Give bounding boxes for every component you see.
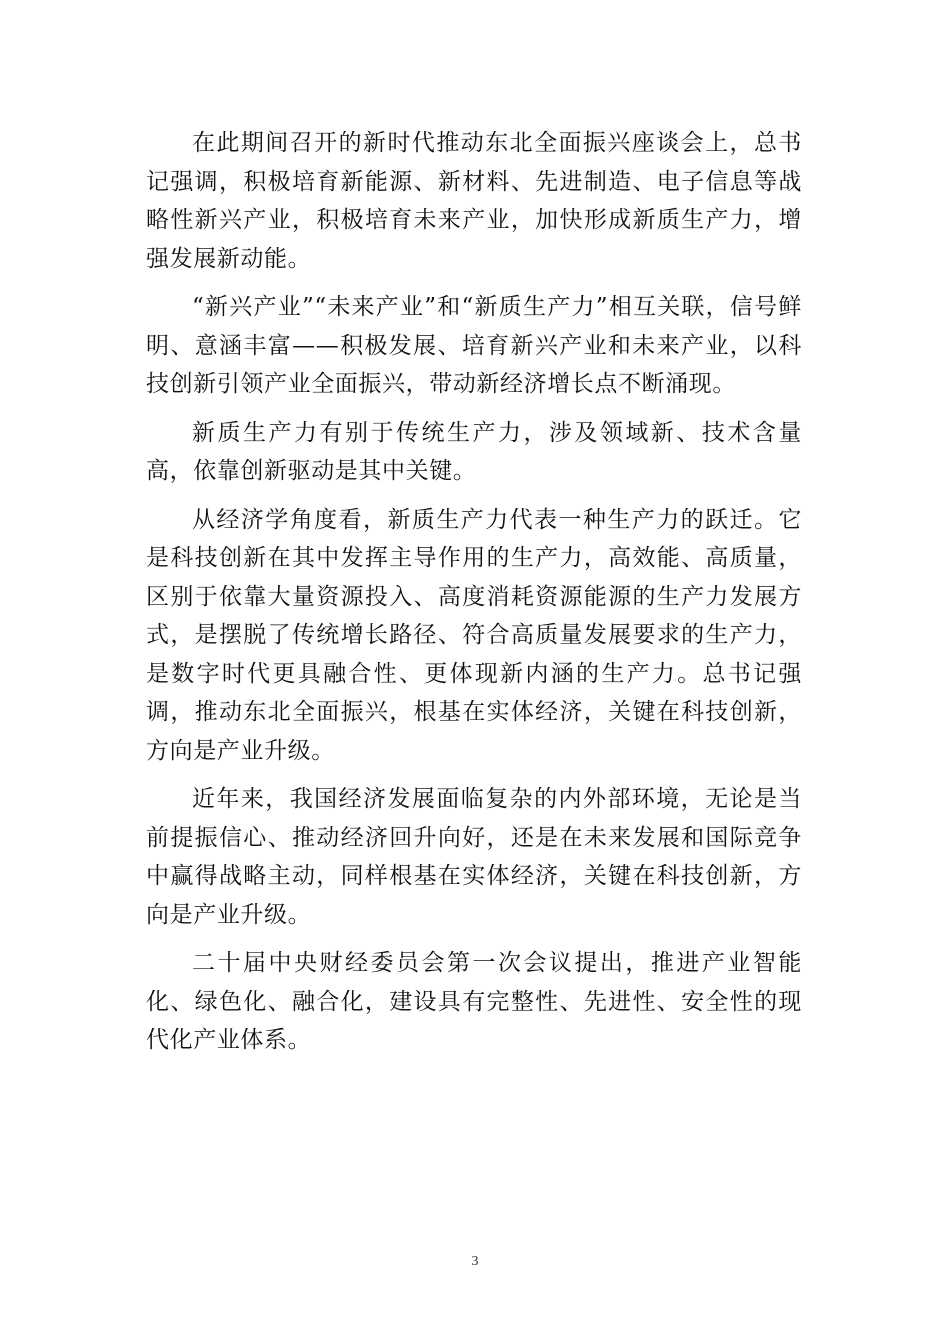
body-text [146,124,802,1070]
page-number: 3 [471,1254,479,1269]
paragraph-5: 近年来，我国经济发展面临复杂的内外部环境，无论是当前提振信心、推动经济回升向好，还是在未来发展和国际竞争中赢得战略主动，同样根基在实体经济，关键在科技创新，方向是产业升级。 [146,786,802,928]
paragraph-2: “新兴产业”“未来产业”和“新质生产力”相互关联，信号鲜明、意涵丰富——积极发展、培育新兴产业和未来产业，以科技创新引领产业全面振兴，带动新经济增长点不断涌现。 [146,294,802,397]
paragraph-6: 二十届中央财经委员会第一次会议提出，推进产业智能化、绿色化、融合化，建设具有完整性、先进性、安全性的现代化产业体系。 [146,950,802,1053]
paragraph-3: 新质生产力有别于传统生产力，涉及领域新、技术含量高，依靠创新驱动是其中关键。 [146,419,802,484]
paragraph-4: 从经济学角度看，新质生产力代表一种生产力的跃迁。它是科技创新在其中发挥主导作用的生产力，高效能、高质量，区别于依靠大量资源投入、高度消耗资源能源的生产力发展方式，是摆脱了传统增长路径、符合高质量发展要求的生产力，是数字时代更具融合性、更体现新内涵的生产力。总书记强调，推动东北全面振兴，根基在实体经济，关键在科技创新，方向是产业升级。 [146,506,802,764]
paragraph-1: 在此期间召开的新时代推动东北全面振兴座谈会上，总书记强调，积极培育新能源、新材料、先进制造、电子信息等战略性新兴产业，积极培育未来产业，加快形成新质生产力，增强发展新动能。 [146,130,802,272]
